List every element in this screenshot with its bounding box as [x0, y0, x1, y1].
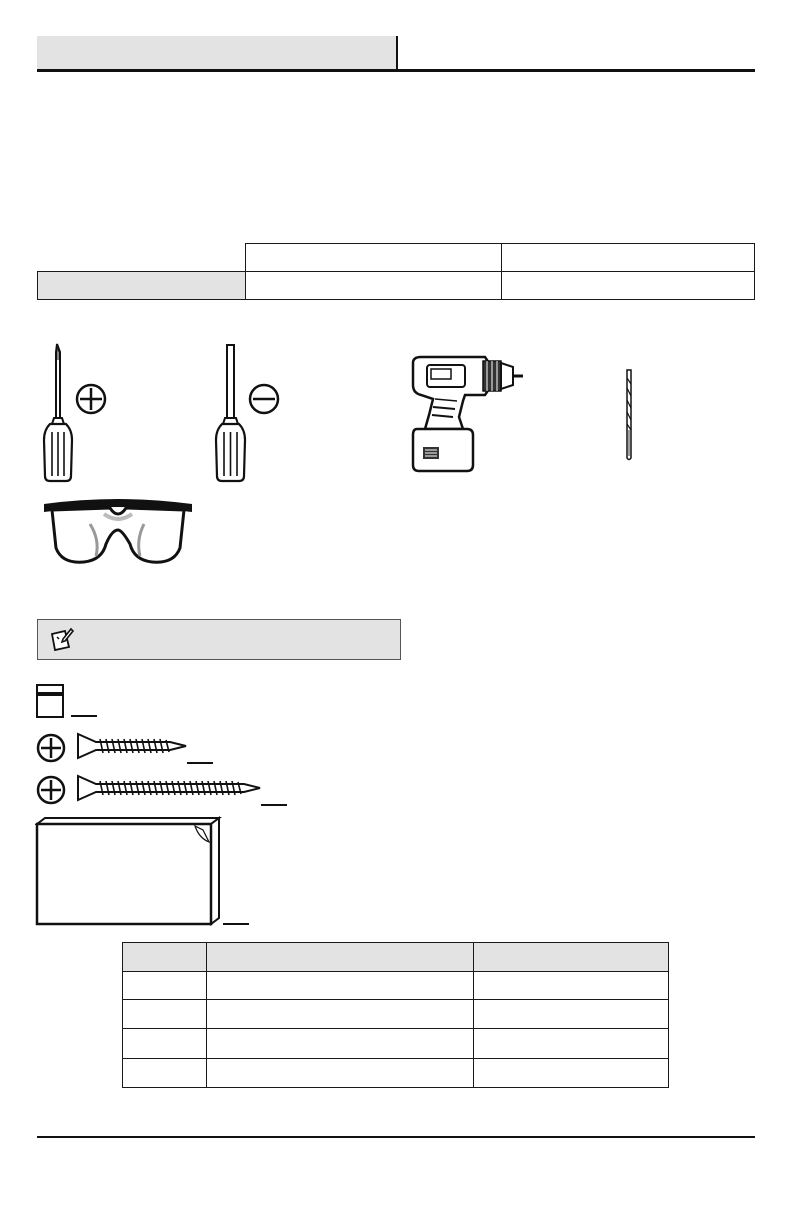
long-screw-phillips-icon — [35, 774, 67, 806]
specs-col-2 — [501, 244, 755, 272]
parts-cell — [207, 972, 474, 1000]
specs-row-label — [38, 272, 246, 300]
phillips-screwdriver-icon — [36, 340, 111, 485]
parts-header-description — [207, 943, 474, 972]
anchor-plug-icon — [35, 683, 67, 719]
specs-cell — [501, 272, 755, 300]
parts-cell — [207, 1029, 474, 1059]
long-screw-icon — [76, 772, 266, 804]
parts-cell — [123, 1000, 207, 1029]
header-tab — [37, 36, 396, 70]
parts-cell — [123, 972, 207, 1000]
header-divider-vertical — [396, 36, 398, 70]
short-screw-phillips-icon — [35, 732, 67, 764]
note-icon — [49, 627, 75, 653]
parts-cell — [474, 1029, 669, 1059]
anchor-plug-qty — [71, 715, 97, 717]
long-screw-qty — [261, 804, 287, 806]
template-sheet-qty — [223, 923, 249, 925]
footer-rule — [37, 1136, 755, 1138]
header-rule — [37, 69, 755, 72]
specs-table — [37, 243, 755, 300]
parts-header-quantity — [474, 943, 669, 972]
parts-cell — [474, 1000, 669, 1029]
parts-cell — [207, 1059, 474, 1088]
parts-table — [122, 942, 669, 1088]
table-row — [123, 1029, 669, 1059]
template-sheet-icon — [35, 816, 225, 928]
table-row — [123, 1000, 669, 1029]
flathead-screwdriver-icon — [210, 340, 285, 485]
specs-col-1 — [245, 244, 501, 272]
parts-cell — [474, 1059, 669, 1088]
parts-cell — [123, 1029, 207, 1059]
short-screw-icon — [76, 730, 191, 762]
short-screw-qty — [187, 762, 213, 764]
table-row — [123, 1059, 669, 1088]
parts-cell — [474, 972, 669, 1000]
safety-glasses-icon — [40, 490, 195, 568]
table-row — [123, 972, 669, 1000]
hardware-banner — [37, 619, 401, 660]
specs-cell — [245, 272, 501, 300]
parts-cell — [123, 1059, 207, 1088]
drill-bit-icon — [619, 368, 639, 463]
specs-header-blank — [38, 244, 246, 272]
cordless-drill-icon — [405, 355, 527, 475]
parts-cell — [207, 1000, 474, 1029]
parts-header-part — [123, 943, 207, 972]
